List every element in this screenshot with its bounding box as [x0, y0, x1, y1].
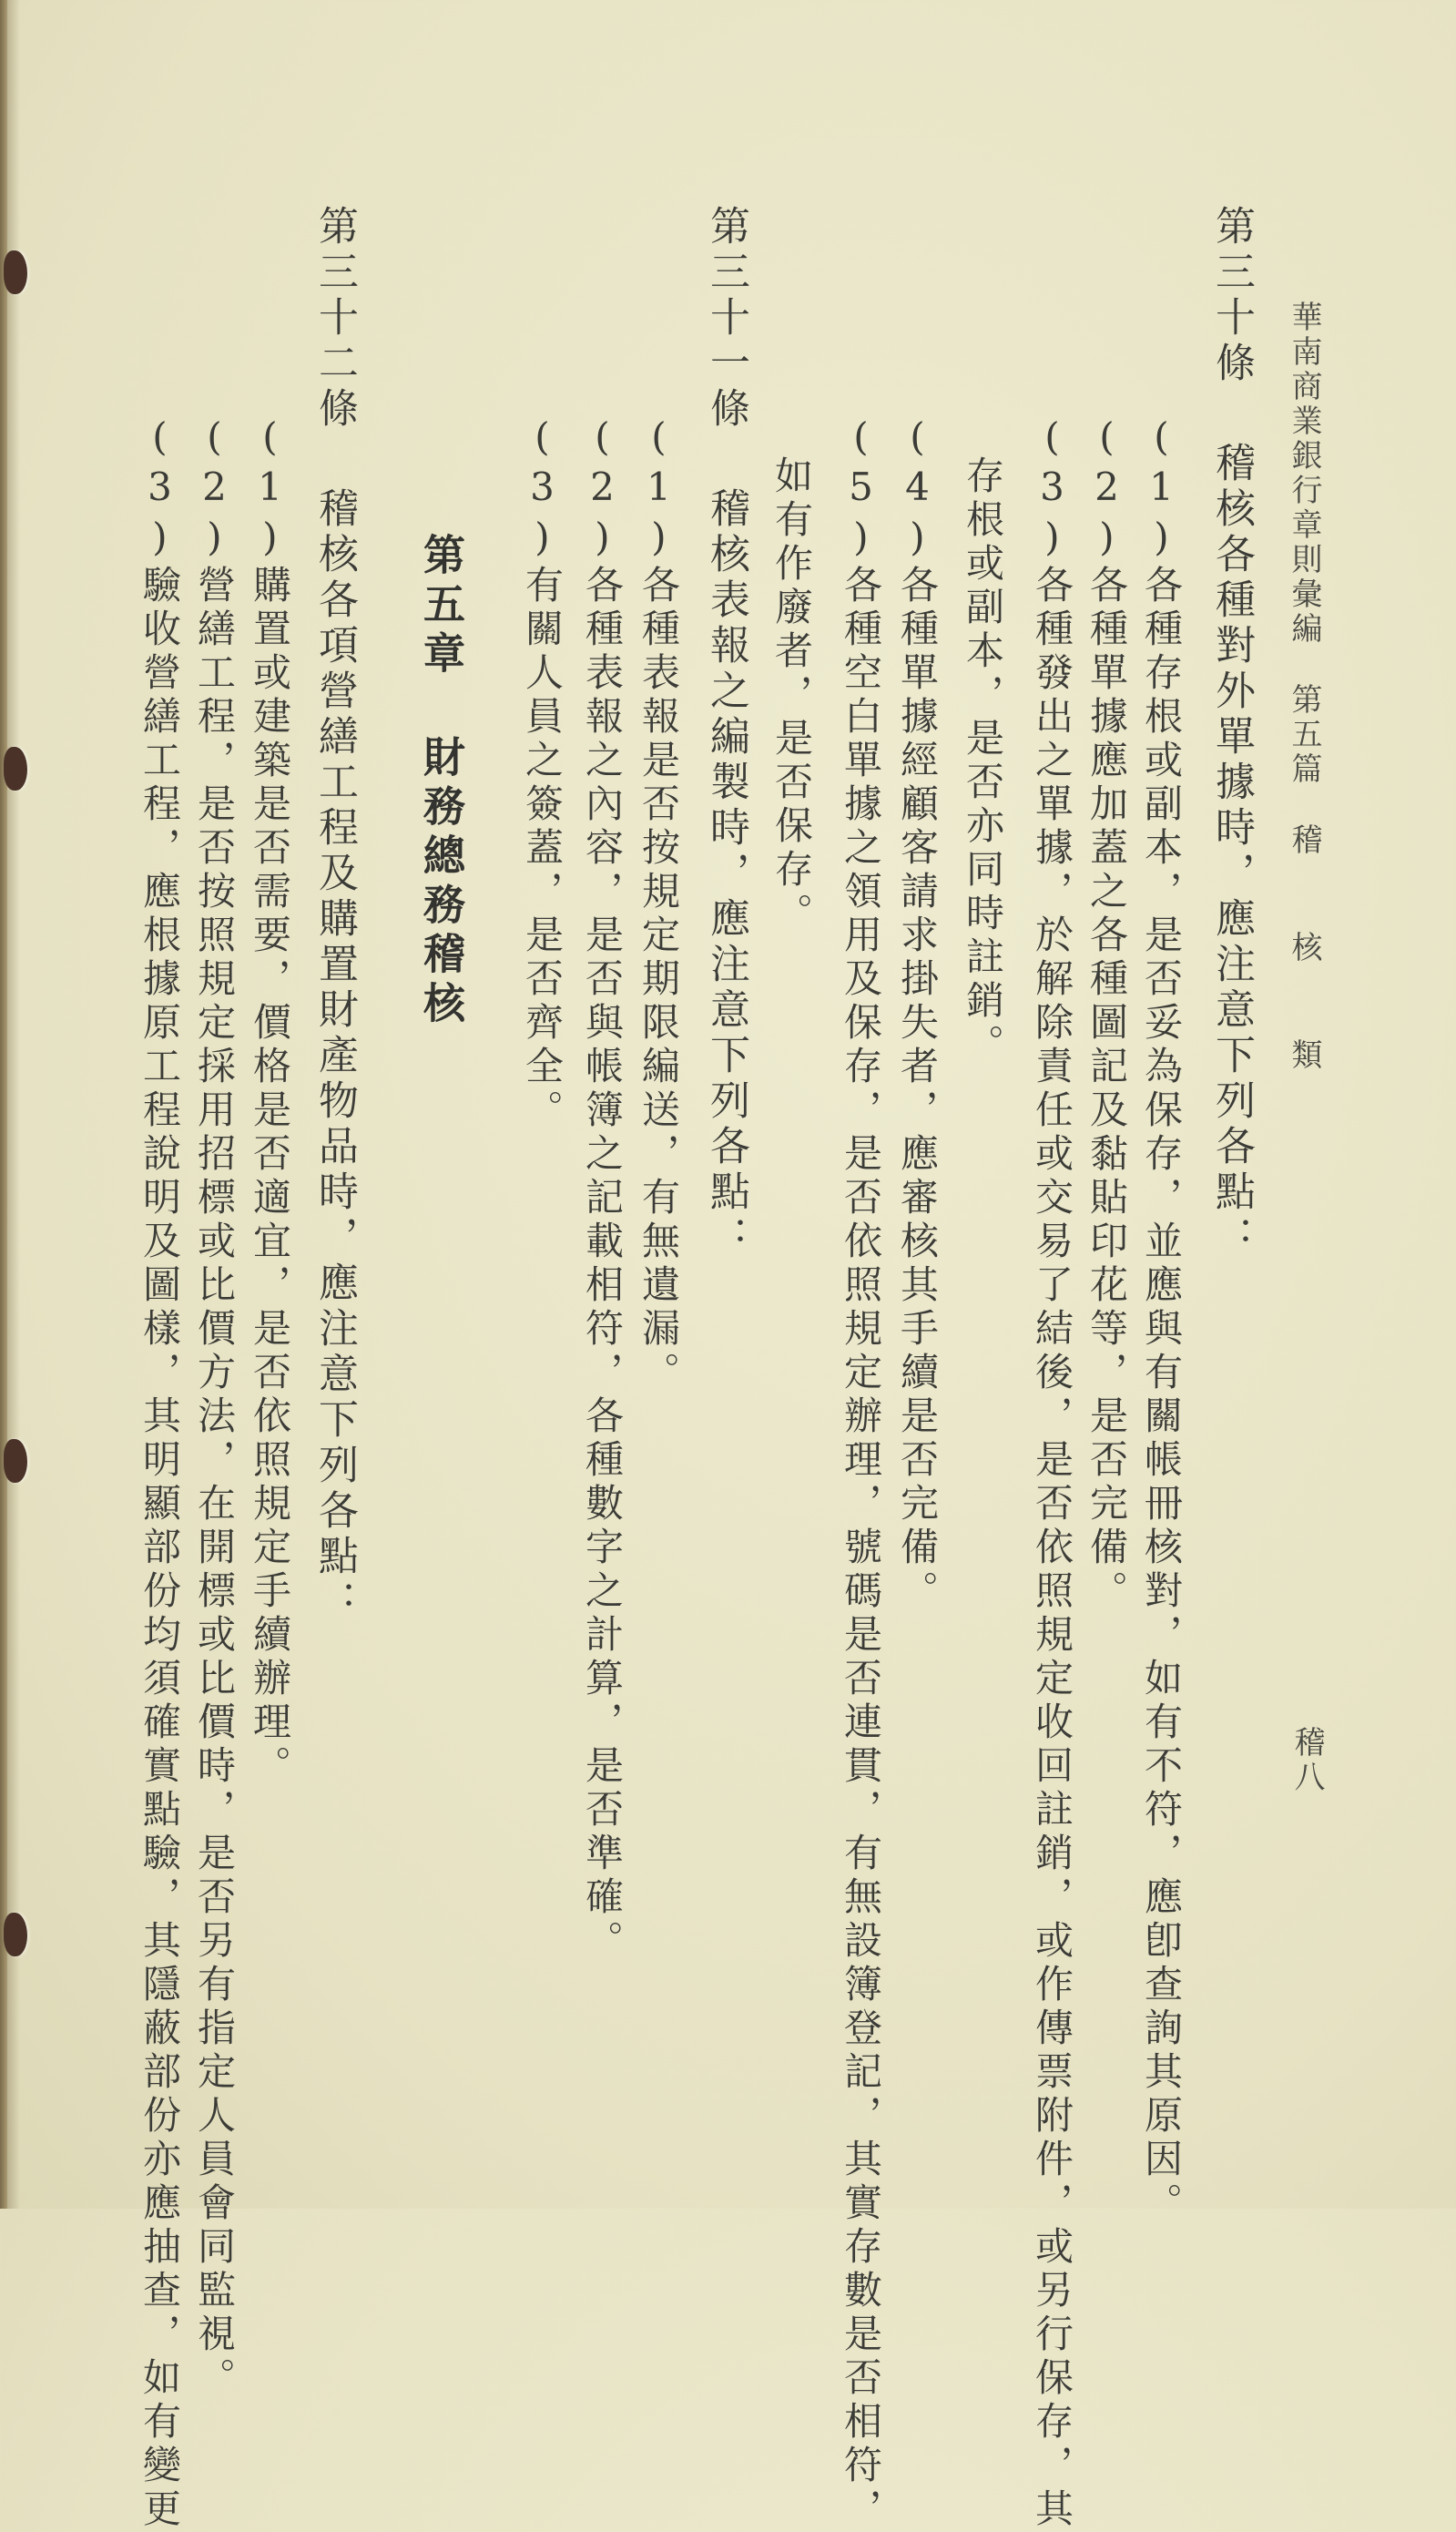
item-label: (1) [248, 414, 292, 565]
item-text: 各種單據經顧客請求掛失者，應審核其手續是否完備。 [895, 565, 940, 1614]
category-char: 類 [1286, 1038, 1322, 1073]
article-30-item-3 [1030, 414, 1074, 2532]
article-intro: 稽核各種對外單據時，應注意下列各點： [1208, 442, 1255, 1261]
article-intro: 稽核表報之編製時，應注意下列各點： [703, 487, 749, 1261]
article-30-item-3-continuation: 存根或副本，是否亦同時註銷。 [961, 455, 1005, 1067]
item-label: (3) [1030, 414, 1074, 565]
item-label: (3) [137, 414, 182, 565]
article-30-item-4 [895, 414, 940, 1614]
chapter-number: 第五章 [417, 533, 466, 680]
article-number: 第三十條 [1208, 205, 1255, 387]
item-text: 有關人員之簽蓋，是否齊全。 [520, 565, 565, 1133]
running-header [1286, 301, 1322, 1073]
item-text: 各種存根或副本，是否妥為保存，並應與有關帳冊核對，如有不符，應卽查詢其原因。 [1139, 565, 1184, 2226]
article-31 [703, 205, 749, 1261]
binding-hole [4, 1439, 27, 1483]
item-text: 購置或建築是否需要，價格是否適宜，是否依照規定手續辦理。 [248, 565, 292, 1789]
article-32-item-2 [192, 414, 237, 2401]
item-label: (1) [636, 414, 681, 565]
article-32-item-1 [248, 414, 292, 1789]
book-title: 華南商業銀行章則彙編 [1286, 301, 1322, 647]
item-label: (2) [192, 414, 237, 565]
binding-shadow [7, 0, 20, 2209]
article-30 [1208, 205, 1255, 1261]
part-label: 第五篇 [1286, 683, 1322, 787]
item-label: (2) [1084, 414, 1129, 565]
item-label: (3) [520, 414, 565, 565]
page-number: 稽八 [1288, 1726, 1325, 1795]
item-label: (2) [580, 414, 625, 565]
item-text: 驗收營繕工程，應根據原工程說明及圖樣，其明顯部份均須確實點驗，其隱蔽部份亦應抽查，如有變更 [137, 565, 182, 2532]
article-31-item-1 [636, 414, 681, 1395]
item-label: (5) [839, 414, 883, 565]
article-32 [311, 205, 358, 1626]
item-text: 各種發出之單據，於解除責任或交易了結後，是否依照規定收回註銷，或作傳票附件，或另行保存，其 [1030, 565, 1074, 2532]
binding-edge [0, 0, 7, 2209]
article-number: 第三十一條 [703, 205, 749, 433]
article-number: 第三十二條 [311, 205, 358, 433]
binding-hole [4, 1913, 27, 1956]
binding-hole [4, 250, 27, 294]
article-31-item-2 [580, 414, 625, 1964]
category-char: 稽 [1286, 823, 1322, 858]
item-label: (1) [1139, 414, 1184, 565]
chapter-heading [417, 533, 466, 1030]
item-text: 各種表報是否按規定期限編送，有無遺漏。 [636, 565, 681, 1395]
item-text: 各種空白單據之領用及保存，是否依照規定辦理，號碼是否連貫，有無設簿登記，其實存數是否相符， [839, 565, 883, 2532]
article-31-item-3 [520, 414, 565, 1133]
chapter-title: 財務總務稽核 [417, 735, 466, 1030]
article-30-item-5-continuation: 如有作廢者，是否保存。 [769, 455, 814, 936]
item-text: 各種表報之內容，是否與帳簿之記載相符，各種數字之計算，是否準確。 [580, 565, 625, 1964]
article-intro: 稽核各項營繕工程及購置財產物品時，應注意下列各點： [311, 487, 358, 1626]
binding-hole [4, 747, 27, 791]
item-text: 各種單據應加蓋之各種圖記及黏貼印花等，是否完備。 [1084, 565, 1129, 1614]
article-30-item-2 [1084, 414, 1129, 1614]
article-30-item-5 [839, 414, 883, 2532]
item-label: (4) [895, 414, 940, 565]
category-char: 核 [1286, 931, 1322, 965]
item-text: 營繕工程，是否按照規定採用招標或比價方法，在開標或比價時，是否另有指定人員會同監視。 [192, 565, 237, 2401]
article-32-item-3 [137, 414, 182, 2532]
article-30-item-1 [1139, 414, 1184, 2226]
